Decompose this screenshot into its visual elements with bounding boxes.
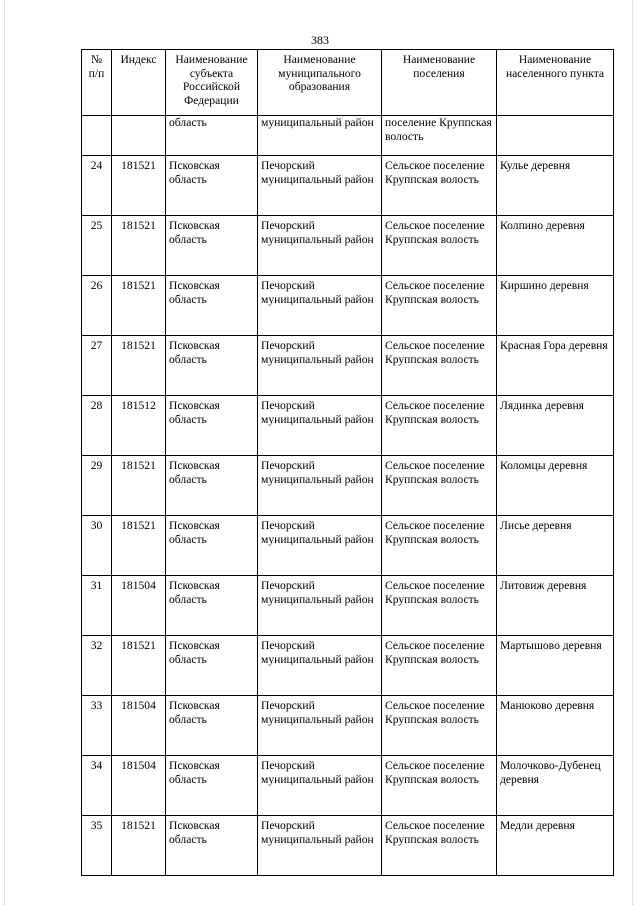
cell-number: 27: [82, 336, 112, 396]
cell-index: 181521: [112, 516, 166, 576]
cell-index: 181521: [112, 336, 166, 396]
cell-settlement: Сельское поселение Круппская волость: [382, 276, 497, 336]
cell-number: 26: [82, 276, 112, 336]
cell-number: 33: [82, 696, 112, 756]
table-row: [82, 816, 614, 876]
table-row: [82, 696, 614, 756]
cell-index: 181512: [112, 396, 166, 456]
cell-settlement: Сельское поселение Круппская волость: [382, 156, 497, 216]
cell-number: 34: [82, 756, 112, 816]
page-number: 383: [311, 33, 329, 47]
cell-municipality: Печорский муниципальный район: [258, 336, 382, 396]
cell-index: 181521: [112, 156, 166, 216]
cell-locality: Медли деревня: [497, 816, 614, 876]
cell-municipality: Печорский муниципальный район: [258, 216, 382, 276]
table-row: [82, 216, 614, 276]
cell-settlement: поселение Круппская волость: [382, 116, 497, 156]
cell-index: 181521: [112, 216, 166, 276]
cell-index: [112, 116, 166, 156]
cell-settlement: Сельское поселение Круппская волость: [382, 816, 497, 876]
cell-subject: Псковская область: [166, 396, 258, 456]
cell-index: 181504: [112, 696, 166, 756]
localities-table: [81, 49, 614, 876]
cell-subject: Псковская область: [166, 696, 258, 756]
cell-number: [82, 116, 112, 156]
cell-number: 31: [82, 576, 112, 636]
cell-municipality: Печорский муниципальный район: [258, 276, 382, 336]
cell-municipality: Печорский муниципальный район: [258, 576, 382, 636]
cell-number: 28: [82, 396, 112, 456]
cell-number: 32: [82, 636, 112, 696]
cell-subject: Псковская область: [166, 636, 258, 696]
cell-locality: Лядинка деревня: [497, 396, 614, 456]
cell-locality: Киршино деревня: [497, 276, 614, 336]
cell-municipality: Печорский муниципальный район: [258, 456, 382, 516]
cell-municipality: Печорский муниципальный район: [258, 816, 382, 876]
cell-settlement: Сельское поселение Круппская волость: [382, 756, 497, 816]
cell-municipality: муниципальный район: [258, 116, 382, 156]
cell-municipality: Печорский муниципальный район: [258, 516, 382, 576]
table-row: [82, 756, 614, 816]
cell-locality: Манюково деревня: [497, 696, 614, 756]
table-header: [82, 50, 614, 116]
cell-locality: [497, 116, 614, 156]
cell-settlement: Сельское поселение Круппская волость: [382, 576, 497, 636]
cell-municipality: Печорский муниципальный район: [258, 396, 382, 456]
cell-settlement: Сельское поселение Круппская волость: [382, 336, 497, 396]
header-row: [82, 50, 614, 116]
cell-number: 35: [82, 816, 112, 876]
table-row: [82, 516, 614, 576]
cell-subject: Псковская область: [166, 816, 258, 876]
cell-index: 181504: [112, 576, 166, 636]
table-row: [82, 456, 614, 516]
cell-number: 30: [82, 516, 112, 576]
cell-locality: Мартышово деревня: [497, 636, 614, 696]
cell-municipality: Печорский муниципальный район: [258, 756, 382, 816]
header-municipality: Наименование муниципального образования: [258, 50, 382, 116]
cell-locality: Кулье деревня: [497, 156, 614, 216]
scan-edge-left: [4, 0, 5, 905]
table-row-continuation: [82, 116, 614, 156]
cell-locality: Литовиж деревня: [497, 576, 614, 636]
cell-subject: Псковская область: [166, 456, 258, 516]
cell-index: 181521: [112, 456, 166, 516]
cell-locality: Коломцы деревня: [497, 456, 614, 516]
cell-number: 29: [82, 456, 112, 516]
cell-municipality: Печорский муниципальный район: [258, 156, 382, 216]
cell-subject: Псковская область: [166, 756, 258, 816]
cell-index: 181521: [112, 276, 166, 336]
cell-locality: Колпино деревня: [497, 216, 614, 276]
cell-settlement: Сельское поселение Круппская волость: [382, 456, 497, 516]
cell-number: 24: [82, 156, 112, 216]
header-index: Индекс: [112, 50, 166, 116]
cell-subject: Псковская область: [166, 576, 258, 636]
scan-edge-right: [632, 0, 633, 905]
cell-number: 25: [82, 216, 112, 276]
cell-settlement: Сельское поселение Круппская волость: [382, 216, 497, 276]
cell-locality: Красная Гора деревня: [497, 336, 614, 396]
cell-index: 181521: [112, 816, 166, 876]
table-row: [82, 336, 614, 396]
cell-subject: Псковская область: [166, 216, 258, 276]
cell-index: 181504: [112, 756, 166, 816]
table-row: [82, 636, 614, 696]
cell-index: 181521: [112, 636, 166, 696]
cell-settlement: Сельское поселение Круппская волость: [382, 396, 497, 456]
table-row: [82, 276, 614, 336]
header-number: № п/п: [82, 50, 112, 116]
cell-locality: Молочково-Дубенец деревня: [497, 756, 614, 816]
cell-municipality: Печорский муниципальный район: [258, 636, 382, 696]
cell-settlement: Сельское поселение Круппская волость: [382, 516, 497, 576]
header-settlement: Наименование поселения: [382, 50, 497, 116]
cell-subject: область: [166, 116, 258, 156]
cell-settlement: Сельское поселение Круппская волость: [382, 696, 497, 756]
table-row: [82, 396, 614, 456]
cell-subject: Псковская область: [166, 516, 258, 576]
cell-locality: Лисье деревня: [497, 516, 614, 576]
table-row: [82, 156, 614, 216]
cell-subject: Псковская область: [166, 156, 258, 216]
header-subject: Наименование субъекта Российской Федерации: [166, 50, 258, 116]
table-body: [82, 116, 614, 876]
cell-settlement: Сельское поселение Круппская волость: [382, 636, 497, 696]
cell-municipality: Печорский муниципальный район: [258, 696, 382, 756]
cell-subject: Псковская область: [166, 276, 258, 336]
cell-subject: Псковская область: [166, 336, 258, 396]
header-locality: Наименование населенного пункта: [497, 50, 614, 116]
table-row: [82, 576, 614, 636]
